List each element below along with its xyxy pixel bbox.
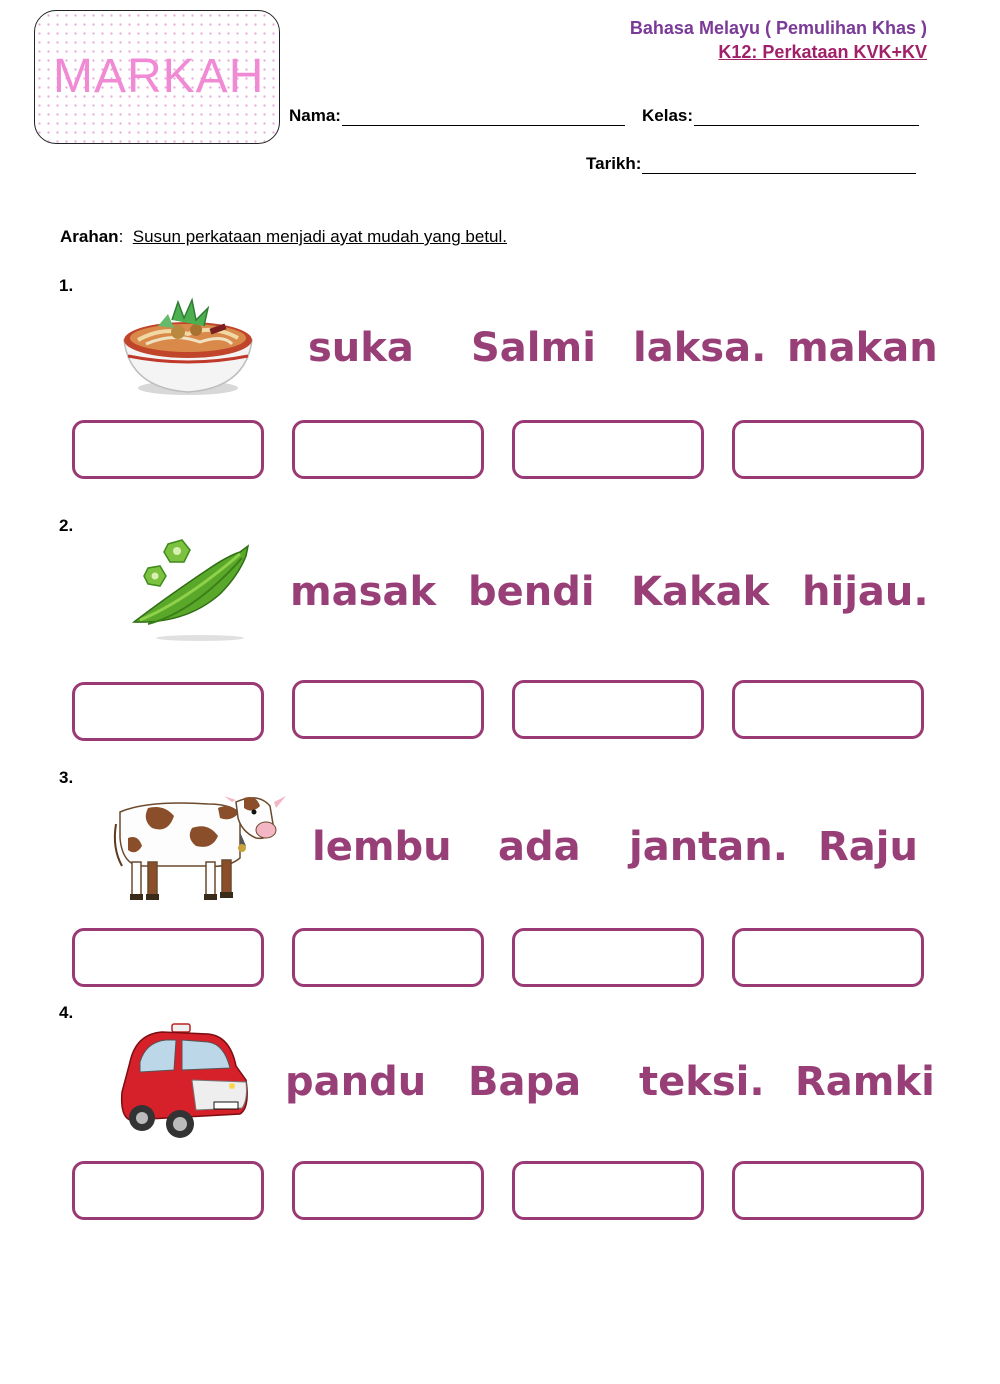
q2-word-2[interactable]: bendi [468,569,595,615]
q1-word-4[interactable]: makan [787,325,938,371]
instruction-separator: : [118,227,124,246]
kelas-line[interactable] [694,109,919,126]
q3-word-2[interactable]: ada [498,824,581,870]
nama-field[interactable] [289,106,625,126]
tarikh-label: Tarikh: [586,154,642,173]
q1-answer-box-3[interactable] [512,420,704,479]
cow-icon [108,788,288,906]
q4-answer-box-1[interactable] [72,1161,264,1220]
q4-word-4[interactable]: Ramki [795,1059,935,1105]
q1-answer-box-1[interactable] [72,420,264,479]
question-number-4: 4. [59,1003,74,1022]
q2-answer-box-4[interactable] [732,680,924,739]
tarikh-line[interactable] [642,157,916,174]
q2-word-4[interactable]: hijau. [802,569,929,615]
q2-word-1[interactable]: masak [290,569,437,615]
q3-word-1[interactable]: lembu [312,824,452,870]
q1-word-2[interactable]: Salmi [471,325,596,371]
taxi-icon [116,1022,252,1140]
q3-answer-box-1[interactable] [72,928,264,987]
kelas-field[interactable] [642,106,919,126]
q3-word-4[interactable]: Raju [818,824,918,870]
markah-label: MARKAH [53,50,265,103]
topic-title: K12: Perkataan KVK+KV [718,42,927,62]
q4-answer-box-3[interactable] [512,1161,704,1220]
q4-word-2[interactable]: Bapa [468,1059,582,1105]
question-number-3: 3. [59,768,74,787]
question-number-2: 2. [59,516,74,535]
q4-answer-box-4[interactable] [732,1161,924,1220]
q4-answer-box-2[interactable] [292,1161,484,1220]
nama-line[interactable] [342,109,625,126]
q4-word-3[interactable]: teksi. [639,1059,765,1105]
q3-answer-box-2[interactable] [292,928,484,987]
q2-word-3[interactable]: Kakak [631,569,770,615]
nama-label: Nama: [289,106,341,125]
okra-icon [128,536,254,644]
kelas-label: Kelas: [642,106,694,125]
q2-answer-box-1[interactable] [72,682,264,741]
tarikh-field[interactable] [586,154,916,174]
laksa-bowl-icon [118,296,258,400]
markah-score-box [34,10,280,144]
q2-answer-box-2[interactable] [292,680,484,739]
q4-word-1[interactable]: pandu [285,1059,427,1105]
q1-answer-box-4[interactable] [732,420,924,479]
q3-word-3[interactable]: jantan. [629,824,788,870]
q2-answer-box-3[interactable] [512,680,704,739]
subject-title: Bahasa Melayu ( Pemulihan Khas ) [629,18,927,38]
q3-answer-box-4[interactable] [732,928,924,987]
q1-word-3[interactable]: laksa. [633,325,767,371]
instruction-label: Arahan [60,227,119,246]
q3-answer-box-3[interactable] [512,928,704,987]
q1-word-1[interactable]: suka [308,325,414,371]
instruction [60,227,507,247]
question-number-1: 1. [59,276,74,295]
instruction-text: Susun perkataan menjadi ayat mudah yang betul. [132,227,508,246]
q1-answer-box-2[interactable] [292,420,484,479]
